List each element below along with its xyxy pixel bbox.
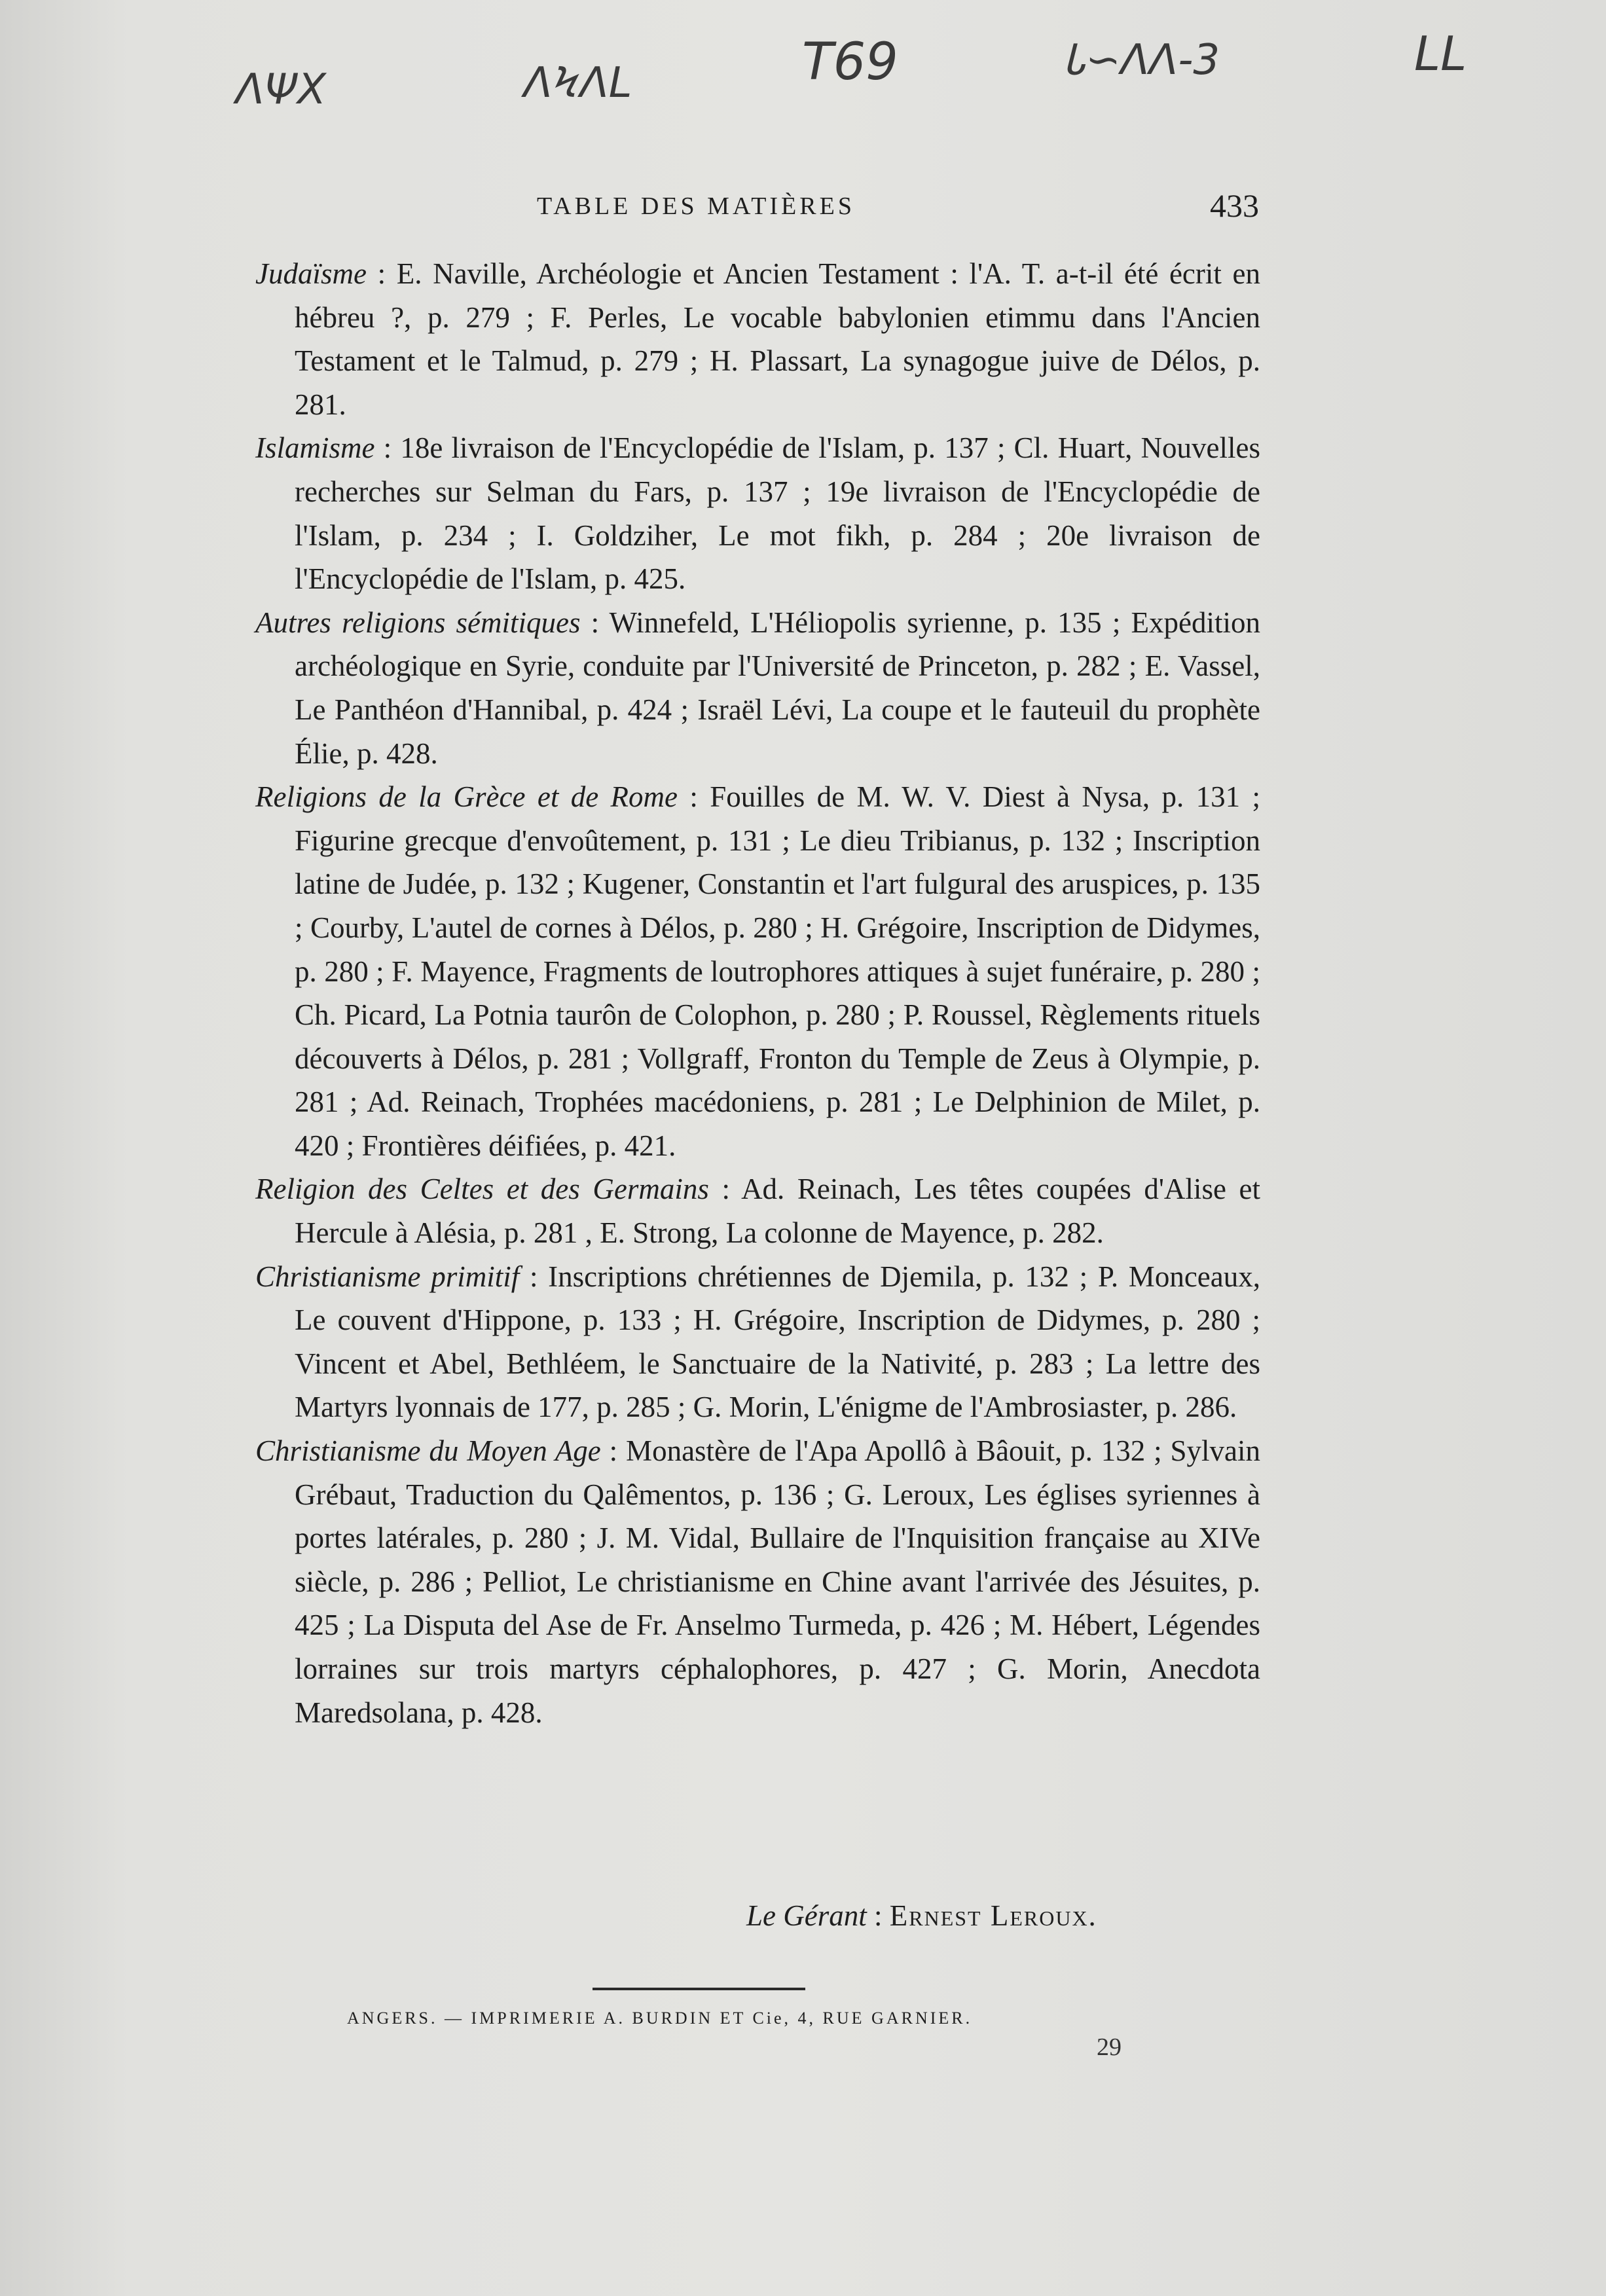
toc-entry-text: : E. Naville, Archéologie et Ancien Testament : l'A. T. a-t-il été écrit en hébreu ?, p. 279 ; F. Perles, Le vocable babylonien etimmu dans l'Ancien Testament et le Talmud, p. 279 ; H. Plassart, La synagogue juive de Délos, p. 281. — [295, 257, 1260, 421]
handwritten-note: LL — [1414, 26, 1467, 81]
toc-category: Christianisme du Moyen Age — [255, 1434, 601, 1468]
running-head — [537, 187, 1259, 226]
running-head-title: TABLE DES MATIÈRES — [537, 192, 855, 220]
toc-entry-christianisme-primitif — [255, 1255, 1260, 1429]
handwritten-note: ΛΨΧ — [236, 65, 326, 114]
toc-category: Autres religions sémitiques — [255, 606, 581, 639]
toc-entry-text: : Winnefeld, L'Héliopolis syrienne, p. 135 ; Expédition archéologique en Syrie, conduite par l'Université de Princeton, p. 282 ; E. Vassel, Le Panthéon d'Hannibal, p. 424 ; Israël Lévi, La coupe et le fauteuil du prophète Élie, p. 428. — [295, 606, 1260, 770]
toc-entry-celtes-germains — [255, 1167, 1260, 1254]
toc-category: Islamisme — [255, 431, 375, 465]
toc-entry-text: : Ad. Reinach, Les têtes coupées d'Alise et Hercule à Alésia, p. 281 , E. Strong, La colonne de Mayence, p. 282. — [295, 1173, 1260, 1250]
toc-category: Religion des Celtes et des Germains — [255, 1173, 709, 1206]
toc-category: Judaïsme — [255, 257, 367, 290]
toc-category: Christianisme primitif — [255, 1260, 520, 1293]
printer-imprint: ANGERS. — IMPRIMERIE A. BURDIN ET Cie, 4, RUE GARNIER. — [347, 2009, 973, 2028]
gerant-role: Le Gérant — [746, 1899, 867, 1932]
handwritten-note: T69 — [802, 33, 898, 92]
toc-category: Religions de la Grèce et de Rome — [255, 780, 678, 814]
handwritten-note: ΛϞΛL — [524, 59, 632, 107]
page-number: 433 — [1210, 187, 1259, 224]
gerant-signoff — [746, 1899, 1097, 1933]
gerant-separator: : — [866, 1899, 890, 1932]
toc-entry-autres-religions — [255, 601, 1260, 775]
gerant-name: Ernest Leroux. — [889, 1899, 1097, 1932]
divider-rule — [593, 1988, 805, 1990]
toc-entry-islamisme — [255, 426, 1260, 600]
toc-entry-judaisme — [255, 252, 1260, 426]
toc-entry-grece-rome — [255, 775, 1260, 1167]
toc-entry-text: : Inscriptions chrétiennes de Djemila, p. 132 ; P. Monceaux, Le couvent d'Hippone, p. 133 ; H. Grégoire, Inscription de Didymes, p. 280 ; Vincent et Abel, Bethléem, le Sanctuaire de la Nativité, p. 283 ; La lettre des Martyrs lyonnais de 177, p. 285 ; G. Morin, L'énigme de l'Ambrosiaster, p. 286. — [295, 1260, 1260, 1424]
toc-entry-text: : Fouilles de M. W. V. Diest à Nysa, p. 131 ; Figurine grecque d'envoûtement, p. 131 ; Le dieu Tribianus, p. 132 ; Inscription latine de Judée, p. 132 ; Kugener, Constantin et l'art fulgural des aruspices, p. 135 ; Courby, L'autel de cornes à Délos, p. 280 ; H. Grégoire, Inscription de Didymes, p. 280 ; F. Mayence, Fragments de loutrophores attiques à sujet funéraire, p. 280 ; Ch. Picard, La Potnia taurôn de Colophon, p. 280 ; P. Roussel, Règlements rituels découverts à Délos, p. 281 ; Vollgraff, Fronton du Temple de Zeus à Olympie, p. 281 ; Ad. Reinach, Trophées macédoniens, p. 281 ; Le Delphinion de Milet, p. 420 ; Frontières déifiées, p. 421. — [295, 780, 1261, 1162]
toc-entry-text: : 18e livraison de l'Encyclopédie de l'Islam, p. 137 ; Cl. Huart, Nouvelles recherches sur Selman du Fars, p. 137 ; 19e livraison de l'Encyclopédie de l'Islam, p. 234 ; I. Goldziher, Le mot fikh, p. 284 ; 20e livraison de l'Encyclopédie de l'Islam, p. 425. — [295, 431, 1260, 596]
handwritten-note: Ꮣ∽ΛΛ-3 — [1064, 36, 1220, 84]
table-of-contents — [255, 252, 1260, 1734]
signature-mark: 29 — [1097, 2033, 1122, 2061]
toc-entry-text: : Monastère de l'Apa Apollô à Bâouit, p. 132 ; Sylvain Grébaut, Traduction du Qalêmentos, p. 136 ; G. Leroux, Les églises syriennes à portes latérales, p. 280 ; J. M. Vidal, Bullaire de l'Inquisition française au XIVe siècle, p. 286 ; Pelliot, Le christianisme en Chine avant l'arrivée des Jésuites, p. 425 ; La Disputa del Ase de Fr. Anselmo Turmeda, p. 426 ; M. Hébert, Légendes lorraines sur trois martyrs céphalophores, p. 427 ; G. Morin, Anecdota Maredsolana, p. 428. — [295, 1434, 1260, 1729]
toc-entry-moyen-age — [255, 1429, 1260, 1734]
